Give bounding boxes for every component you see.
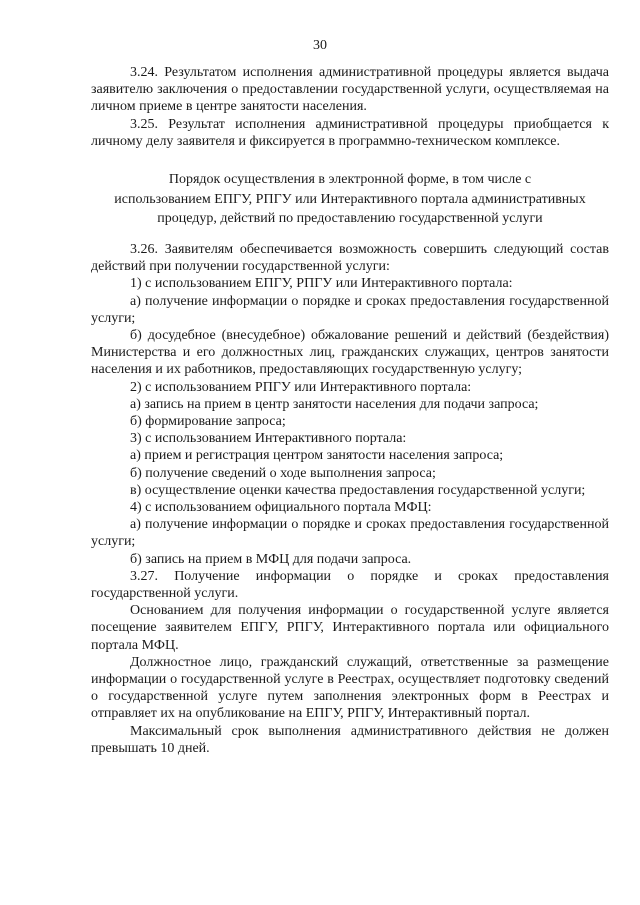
paragraph: б) досудебное (внесудебное) обжалование решений и действий (бездействия) Министерства и его должностных лиц, гражданских служащих, центров занятости населения и их работников, предоставляющих государственную услугу; — [91, 328, 609, 378]
paragraph: а) прием и регистрация центром занятости населения запроса; — [130, 448, 504, 464]
paragraph: а) получение информации о порядке и сроках предоставления государственной услуги; — [91, 517, 609, 550]
paragraph-group-top — [91, 64, 609, 150]
page-number: 30 — [313, 38, 327, 53]
paragraph: 1) с использованием ЕПГУ, РПГУ или Интерактивного портала: — [130, 276, 513, 292]
paragraph: 3.24. Результатом исполнения административной процедуры является выдача заявителю заключения о предоставлении государственной услуги, осуществляемая на личном приеме в центре занятости населения. — [91, 65, 609, 115]
paragraph: в) осуществление оценки качества предоставления государственной услуги; — [130, 482, 586, 498]
paragraph: 2) с использованием РПГУ или Интерактивного портала: — [130, 379, 472, 395]
paragraph: б) получение сведений о ходе выполнения запроса; — [130, 465, 436, 481]
paragraph: б) формирование запроса; — [130, 414, 286, 430]
heading-line: использованием ЕПГУ, РПГУ или Интерактивного портала административных — [114, 191, 586, 207]
paragraph: а) получение информации о порядке и сроках предоставления государственной услуги; — [91, 293, 609, 326]
heading-line: процедур, действий по предоставлению государственной услуги — [157, 211, 543, 226]
section-heading — [91, 170, 609, 229]
heading-line: Порядок осуществления в электронной форме, в том числе с — [168, 172, 532, 187]
paragraph: Основанием для получения информации о государственной услуге является посещение заявителем ЕПГУ, РПГУ, Интерактивного портала или официального портала МФЦ. — [91, 603, 609, 653]
paragraph: 3.25. Результат исполнения административной процедуры приобщается к личному делу заявителя и фиксируется в программно-техническом комплексе. — [91, 116, 609, 149]
paragraph: Максимальный срок выполнения административного действия не должен превышать 10 дней. — [91, 723, 609, 756]
paragraph-group-main — [91, 241, 609, 757]
paragraph: Должностное лицо, гражданский служащий, ответственные за размещение информации о государственной услуге в Реестрах, осуществляет подготовку сведений о государственной услуге путем заполнения электронных форм в Реестрах и отправляет их на опубликование на ЕПГУ, РПГУ, Интерактивный портал. — [91, 654, 609, 722]
paragraph: 3.26. Заявителям обеспечивается возможность совершить следующий состав действий при получении государственной услуги: — [91, 242, 609, 275]
paragraph: 3.27. Получение информации о порядке и сроках предоставления государственной услуги. — [91, 568, 609, 602]
paragraph: б) запись на прием в МФЦ для подачи запроса. — [130, 551, 412, 567]
paragraph: 3) с использованием Интерактивного портала: — [130, 431, 407, 447]
paragraph: 4) с использованием официального портала МФЦ: — [130, 500, 432, 516]
paragraph: а) запись на прием в центр занятости населения для подачи запроса; — [130, 396, 539, 412]
